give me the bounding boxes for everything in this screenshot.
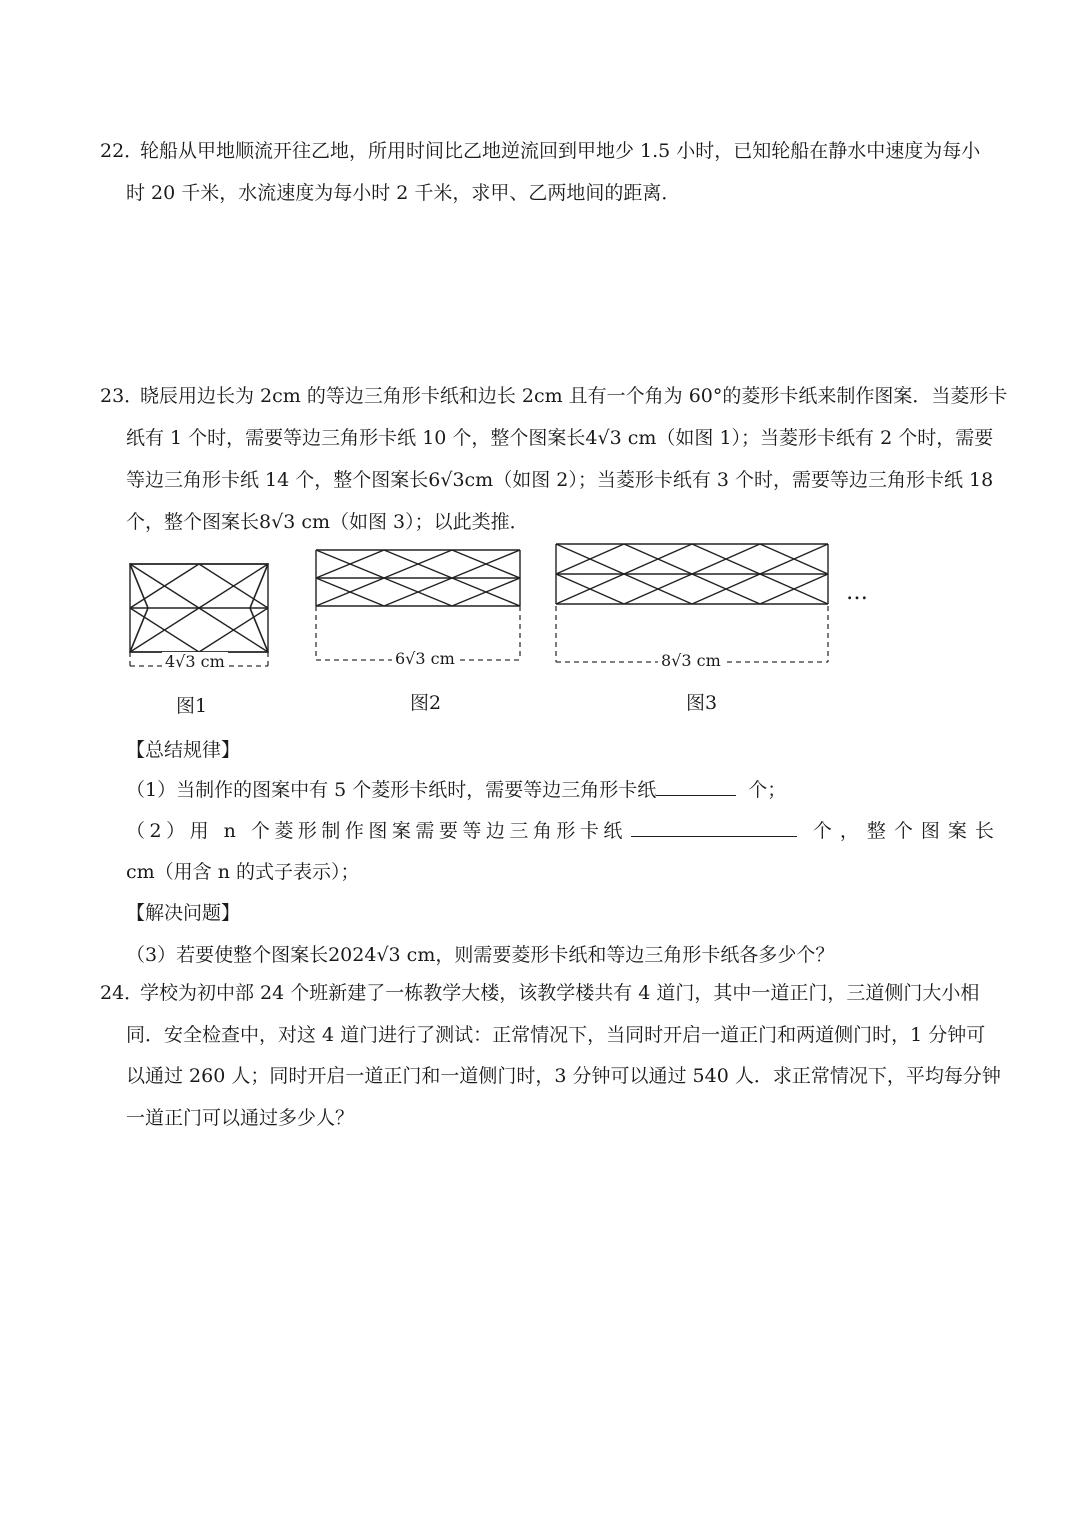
answer-blank[interactable]	[631, 836, 797, 837]
figure-3-diagram	[546, 538, 836, 668]
question-text-line: 以通过 260 人；同时开启一道正门和一道侧门时，3 分钟可以通过 540 人．求正常情况下，平均每分钟	[126, 1065, 1001, 1087]
question-text-line: 纸有 1 个时，需要等边三角形卡纸 10 个，整个图案长4√3 cm（如图 1）；当菱形卡纸有 2 个时，需要	[126, 427, 994, 449]
figure-length-label: 8√3 cm	[658, 651, 724, 670]
figure-1	[120, 556, 280, 717]
ellipsis: …	[846, 580, 870, 605]
question-text-line: 个，整个图案长8√3 cm（如图 3）；以此类推．	[126, 511, 529, 533]
section-heading: 【总结规律】	[126, 739, 241, 761]
figure-caption: 图2	[410, 692, 442, 714]
question-text-line: 等边三角形卡纸 14 个，整个图案长6√3cm（如图 2）；当菱形卡纸有 3 个时，需要等边三角形卡纸 18	[126, 469, 994, 491]
part-1-text: （1）当制作的图案中有 5 个菱形卡纸时，需要等边三角形卡纸	[126, 779, 657, 801]
part-1-suffix: 个；	[748, 779, 787, 801]
question-text-line: 同．安全检查中，对这 4 道门进行了测试：正常情况下，当同时开启一道正门和两道侧门时，1 分钟可	[126, 1024, 986, 1046]
part-1	[126, 775, 786, 802]
question-text-line: 时 20 千米，水流速度为每小时 2 千米，求甲、乙两地间的距离．	[126, 182, 681, 204]
figure-length-label: 4√3 cm	[162, 652, 228, 671]
question-text-line: 学校为初中部 24 个班新建了一栋教学大楼，该教学楼共有 4 道门，其中一道正门，三道侧门大小相	[140, 982, 980, 1004]
question-text-line: 轮船从甲地顺流开往乙地，所用时间比乙地逆流回到甲地少 1.5 小时，已知轮船在静水中速度为每小	[140, 140, 981, 162]
question-text-line: 一道正门可以通过多少人？	[126, 1107, 355, 1129]
figure-caption: 图3	[686, 692, 718, 714]
part-2-text: （2）用 n 个菱形制作图案需要等边三角形卡纸	[126, 820, 627, 842]
part-2-continued: cm（用含 n 的式子表示）；	[126, 861, 360, 883]
section-heading: 【解决问题】	[126, 902, 241, 924]
figure-caption: 图1	[176, 695, 208, 717]
figure-2	[306, 542, 526, 714]
question-text-line: 晓辰用边长为 2cm 的等边三角形卡纸和边长 2cm 且有一个角为 60°的菱形卡纸来制作图案．当菱形卡	[140, 385, 1008, 407]
figure-length-label: 6√3 cm	[392, 649, 458, 668]
question-number: 24．	[100, 982, 144, 1004]
part-2	[126, 816, 1002, 843]
question-number: 23．	[100, 385, 144, 407]
question-number: 22．	[100, 140, 144, 162]
part-2-middle: 个，整个图案长	[812, 820, 1002, 842]
figure-3	[546, 538, 836, 714]
part-3: （3）若要使整个图案长2024√3 cm，则需要菱形卡纸和等边三角形卡纸各多少个？	[126, 944, 835, 966]
answer-blank[interactable]	[656, 795, 736, 796]
